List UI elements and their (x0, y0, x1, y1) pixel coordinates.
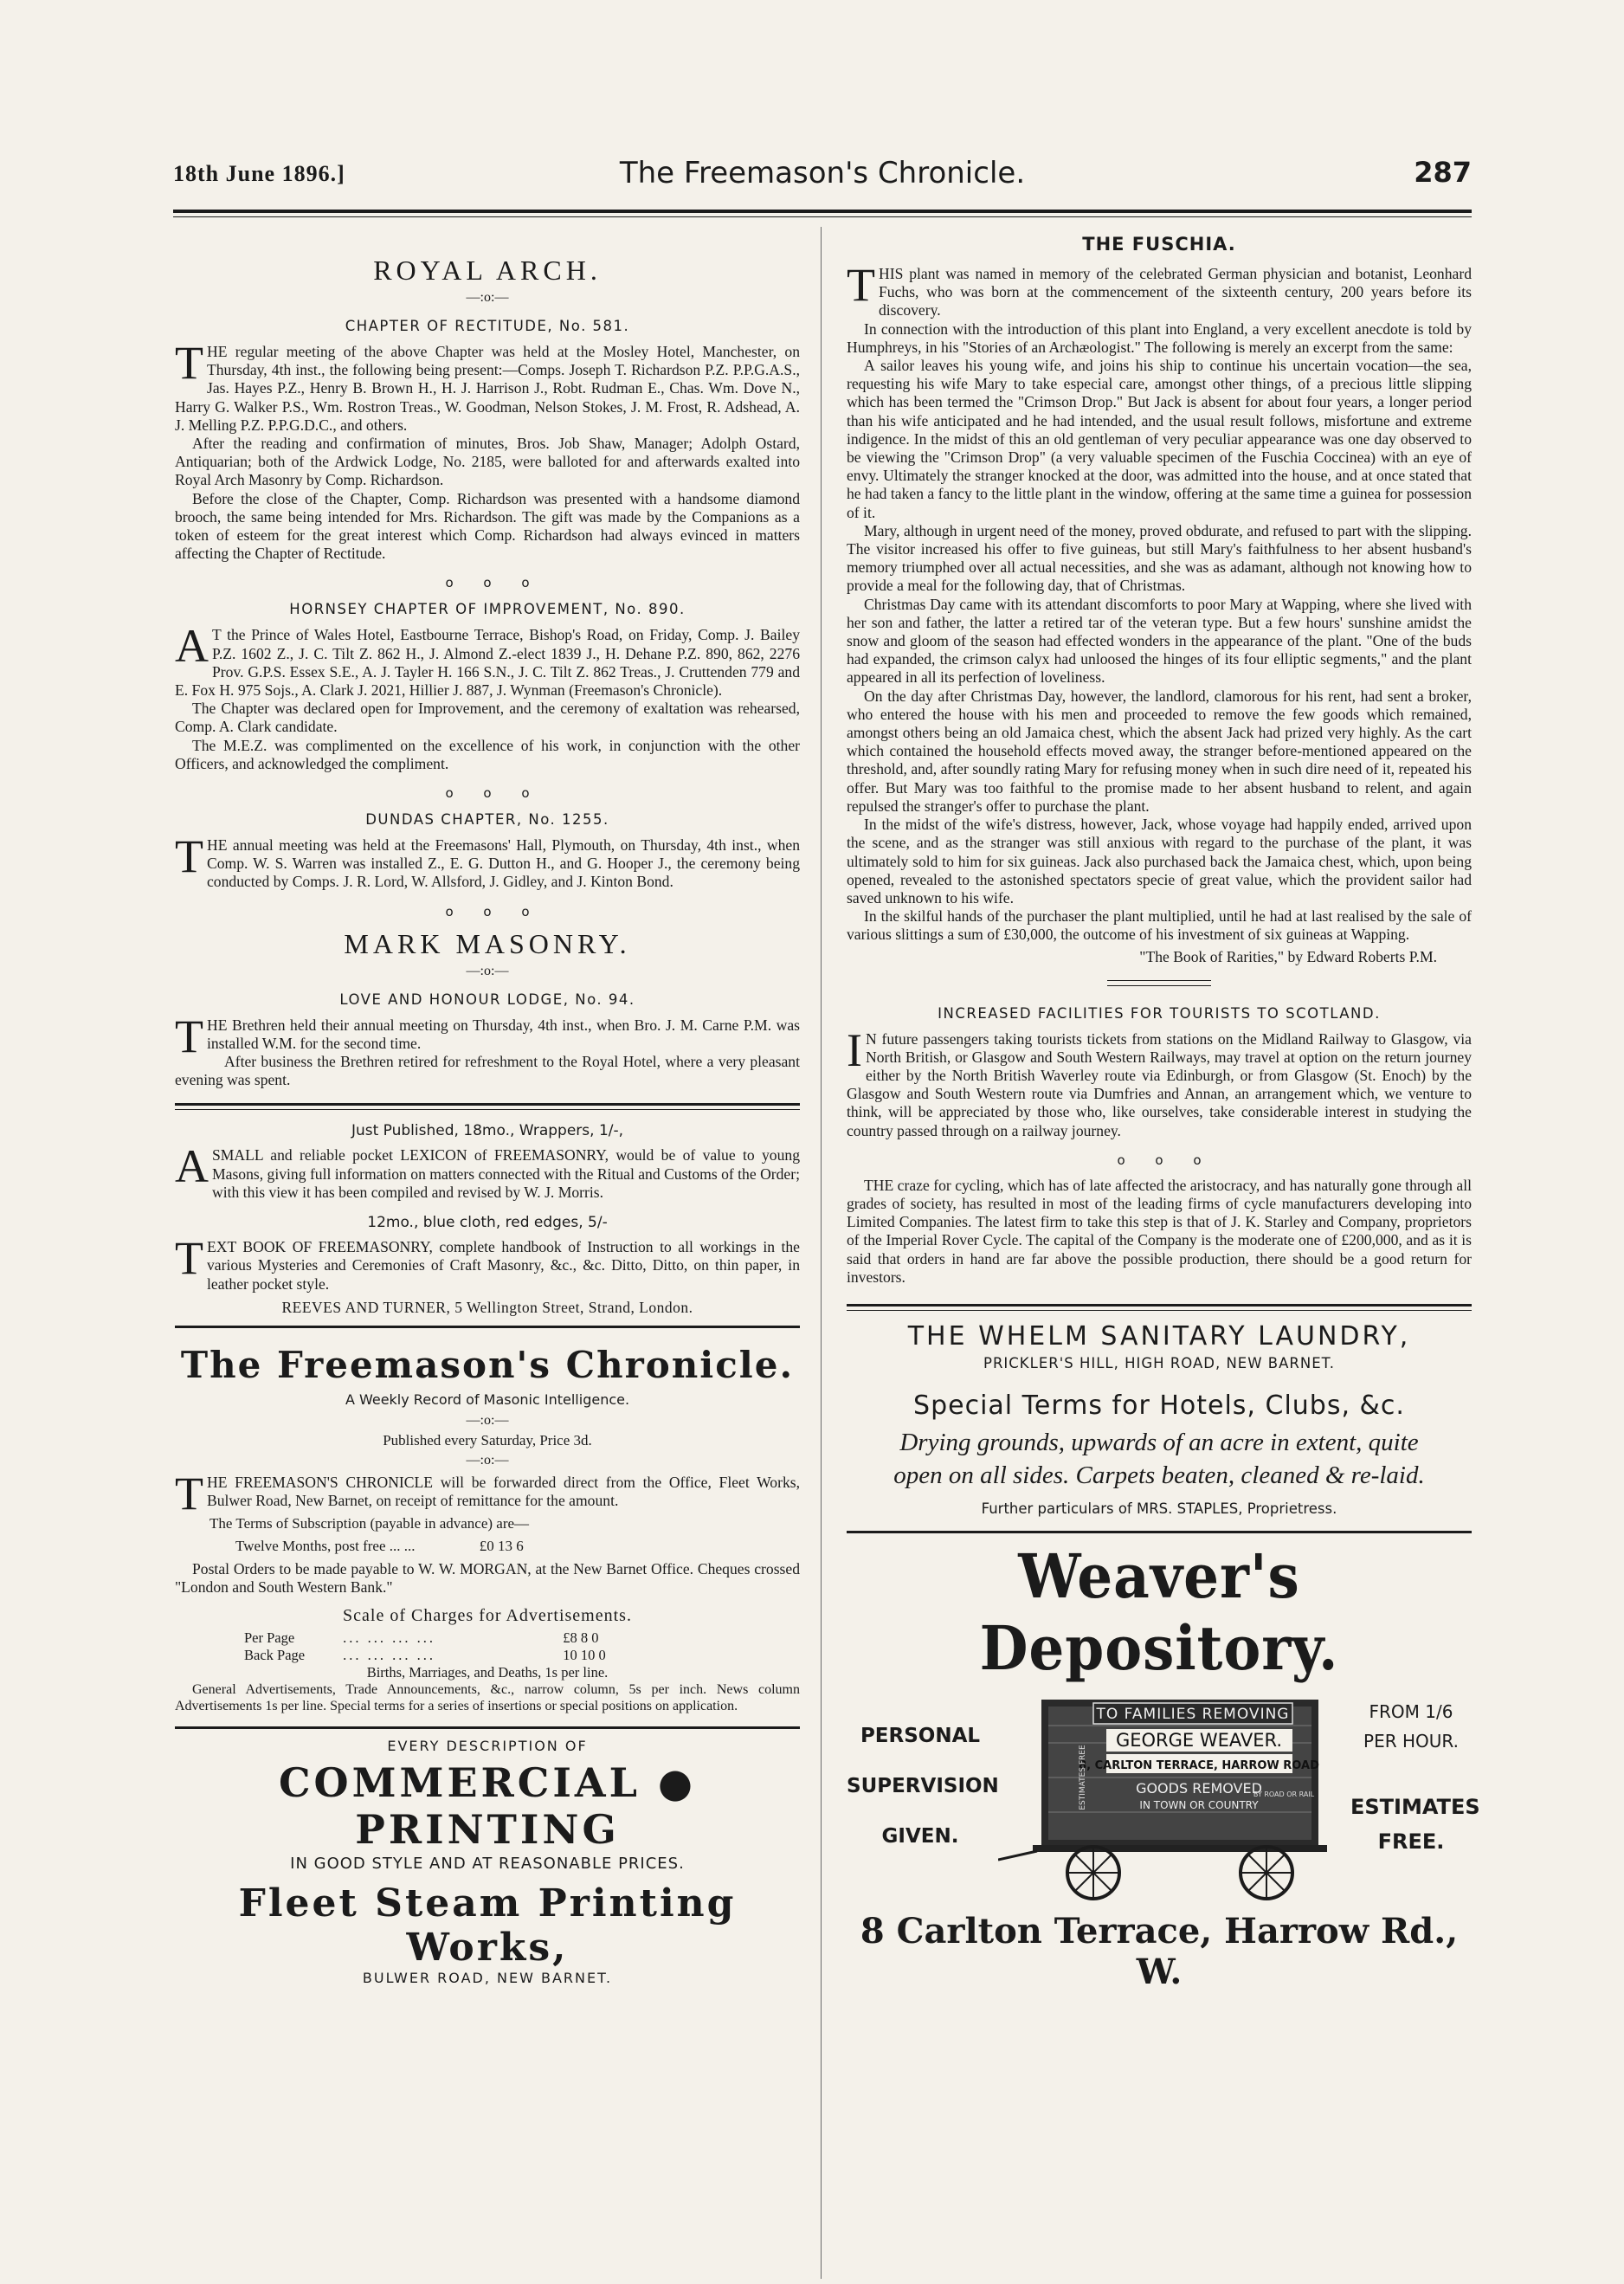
terms-label: Twelve Months, post free ... ... (235, 1538, 416, 1555)
section-rule-thin (847, 1310, 1472, 1311)
separator: —:o:— (466, 1452, 509, 1468)
textbook-ad: TEXT BOOK OF FREEMASONRY, complete handbook of Instruction to all workings in the various Mysteries and Ceremonies of Craft Masonry, &c., &c. Ditto, Ditto, on thin paper, in leather pocket style. (175, 1232, 800, 1293)
hornsey-paragraph: AT the Prince of Wales Hotel, Eastbourne Terrace, Bishop's Road, on Friday, Comp. J. Bailey P.Z. 1602 Z., J. C. Tilt Z. 862 H., J. Almond Z.-elect 1839 J., H. Dehane P.Z. 890, 862, 2276 Prov. G.P.S. Essex S.E., A. J. Tayler H. 166 S.N., J. C. Tilt Z. 862 Treas., J. Cruttenden 779 and E. Fox H. 975 Sojs., A. Clark J. 2021, Hillier J. 887, J. Wynman (Freemason's Chronicle). (175, 620, 800, 700)
section-rule (175, 1103, 800, 1106)
fuschia-paragraph: A sailor leaves his young wife, and joins his ship to continue his uncertain vocation—the sea, requesting his wife Mary to take especial care, amongst other things, of a precious little slipping which has been termed the "Crimson Drop." But Jack is absent for about four years, a longer period than his wife anticipated and he had intended, and the usual result follows, misfortune and extreme indigence. In the midst of this an old gentleman of very peculiar appearance was one day observed to be viewing the "Crimson Drop" (a very valuable specimen of the Fuschia Coccinea) with an eye of envy. Ultimately the stranger knocked at the door, was admitted into the house, and at once stated that he had taken a fancy to the little plant in the window, offering at the same time a guinea for possession of it. (847, 357, 1472, 521)
fuschia-paragraph: In the midst of the wife's distress, however, Jack, whose voyage had happily ended, arrived upon the scene, and as the stranger was still anxious with regard to the purchase of the plant, it was ultimately sold to him for six guineas. Jack also purchased back the Jamaica chest, which, upon being opened, revealed to the astonished spectators specie of great value, which the provident sailor had saved unknown to his wife. (847, 816, 1472, 907)
hornsey-paragraph: The M.E.Z. was complimented on the excellence of his work, in conjunction with the other Officers, and acknowledged the compliment. (175, 736, 800, 772)
royal-arch-heading: ROYAL ARCH. (373, 255, 602, 286)
removal-van-illustration (998, 1691, 1344, 1903)
separator: —:o:— (466, 1412, 509, 1428)
scale-heading: Scale of Charges for Advertisements. (343, 1605, 632, 1625)
love-honour-paragraph: THE Brethren held their annual meeting on Thursday, 4th inst., when Bro. J. M. Carne P.M. was installed W.M. for the second time. (175, 1010, 800, 1062)
terms-value: £0 13 6 (479, 1538, 524, 1555)
mark-masonry-heading: MARK MASONRY. (344, 927, 631, 959)
weavers-depository-title: Weaver's Depository. (979, 1539, 1339, 1684)
weaver-right-line: ESTIMATES (1350, 1794, 1480, 1819)
weaver-left-line: SUPERVISION (847, 1774, 999, 1797)
left-column (175, 227, 800, 1991)
fuschia-paragraph: On the day after Christmas Day, however, the landlord, clamorous for his rent, had sent a broker, who entered the house with his men and proceeded to remove the few goods which remained, amongst others being an old Jamaica chest, which the absent Jack had prized very highly. As the cart which contained the household effects moved away, the stranger before-mentioned appeared on the threshold, and, after soundly rating Mary for refusing money when in such dire need of it, repeated his offer. But Mary was too faithful to the promise made to her absent husband to relent, and again repulsed the stranger's offer to purchase the plant. (847, 687, 1472, 815)
weaver-left-line: PERSONAL (860, 1724, 981, 1747)
published-line: Published every Saturday, Price 3d. (383, 1431, 592, 1448)
column-divider (821, 227, 822, 2279)
chronicle-subtitle: A Weekly Record of Masonic Intelligence. (345, 1390, 630, 1408)
weaver-address: 8 Carlton Terrace, Harrow Rd., W. (860, 1910, 1459, 1992)
van-road-text: BY ROAD OR RAIL (1253, 1790, 1315, 1798)
printing-style: IN GOOD STYLE AND AT REASONABLE PRICES. (290, 1854, 685, 1873)
rectitude-paragraph: After the reading and confirmation of minutes, Bros. Job Shaw, Manager; Adolph Ostard, Antiquarian; both of the Ardwick Lodge, No. 2185, were balloted for and afterwards exalted into Royal Arch Masonry by Comp. Richardson. (175, 435, 800, 489)
fuschia-paragraph: In the skilful hands of the purchaser the plant multiplied, until he had at last realised by the sale of various slittings a sum of £30,000, the outcome of his investment of six guineas at Wapping. (847, 907, 1472, 944)
right-column (847, 227, 1480, 1992)
section-rule (847, 1531, 1472, 1533)
van-town-text: IN TOWN OR COUNTRY (1139, 1798, 1259, 1811)
whelm-laundry-title: THE WHELM SANITARY LAUNDRY, (907, 1320, 1411, 1352)
births-line: Births, Marriages, and Deaths, 1s per line. (366, 1663, 609, 1681)
drying-grounds: Drying grounds, upwards of an acre in extent, quite (899, 1428, 1419, 1456)
postal-paragraph: Postal Orders to be made payable to W. W. MORGAN, at the New Barnet Office. Cheques crossed "London and South Western Bank." (175, 1560, 800, 1597)
fuschia-paragraph: Mary, although in urgent need of the money, proved obdurate, and refused to part with the slipping. The visitor increased his offer to five guineas, but still Mary's faithfulness to her absent husband's memory triumphed over all actual necessities, and she was as adamant, although not knowing how to provide a meal for the following day, that of Christmas. (847, 521, 1472, 595)
just-published: Just Published, 18mo., Wrappers, 1/-, (351, 1122, 624, 1140)
dundas-paragraph: THE annual meeting was held at the Freemasons' Hall, Plymouth, on Thursday, 4th inst., when Comp. W. S. Warren was installed Z., E. G. Dutton H., and G. Hooper J., the ceremony being conducted by Comps. J. R. Lord, W. Allsford, J. Gidley, and J. Kinton Bond. (175, 830, 800, 891)
page-number: 287 (1414, 156, 1472, 189)
rectitude-paragraph: Before the close of the Chapter, Comp. Richardson was presented with a handsome diamond brooch, the same being intended for Mrs. Richardson. The gift was made by the Companions as a token of esteem for the great interest which Comp. Richardson had always evinced in matters affecting the Chapter of Rectitude. (175, 489, 800, 563)
section-ornament: o o o (445, 785, 530, 802)
hornsey-paragraph: The Chapter was declared open for Improvement, and the ceremony of exaltation was rehearsed, Comp. A. Clark candidate. (175, 700, 800, 736)
weaver-right-text (1350, 1691, 1480, 1854)
cycling-paragraph: THE craze for cycling, which has of late affected the aristocracy, and has naturally gone through all grades of society, has resulted in most of the leading firms of cycle manufacturers developing into Limited Companies. The latest firm to take this step is that of J. K. Starley and Company, proprietors of the Imperial Rover Cycle. The capital of the Company is the moderate one of £200,000, and as it is said that orders in hand are far above the possible production, there should be a good return for investors. (847, 1176, 1472, 1286)
fuschia-paragraph: In connection with the introduction of this plant into England, a very excellent anecdote is told by Humphreys, in his "Stories of an Archæologist." The following is merely an excerpt from the same: (847, 319, 1472, 356)
fuschia-paragraph: Christmas Day came with its attendant discomforts to poor Mary at Wapping, where she lived with her son and father, the latter a retired tar of the veteran type. But a few hours' sunshine amidst the snow and gloom of the season had effected wonders in the appearance of the plant. "One of the buds had expanded, the crimson calyx had unloosed the hinges of its four elliptic segments," and the plant appeared in all its perfection of loveliness. (847, 595, 1472, 687)
scale-row (244, 1629, 800, 1647)
rectitude-heading: CHAPTER OF RECTITUDE, No. 581. (345, 318, 630, 334)
section-rule (175, 1726, 800, 1729)
section-rule-thin (175, 1109, 800, 1110)
dundas-heading: DUNDAS CHAPTER, No. 1255. (365, 811, 609, 829)
section-rule (175, 1326, 800, 1328)
van-name-text: GEORGE WEAVER. (1115, 1729, 1283, 1751)
terms-intro: The Terms of Subscription (payable in advance) are— (209, 1515, 530, 1532)
further-particulars: Further particulars of MRS. STAPLES, Proprietress. (981, 1500, 1337, 1517)
van-goods-text: GOODS REMOVED (1136, 1779, 1262, 1797)
fuschia-heading: THE FUSCHIA. (1082, 234, 1236, 255)
weaver-right-line: PER HOUR. (1363, 1730, 1459, 1752)
weaver-right-line: FROM 1/6 (1369, 1700, 1453, 1722)
weaver-left-line: GIVEN. (881, 1824, 959, 1848)
scale-value: £8 8 0 (563, 1629, 599, 1646)
issue-date: 18th June 1896.] (173, 161, 345, 186)
publisher-line: REEVES AND TURNER, 5 Wellington Street, Strand, London. (281, 1298, 693, 1316)
special-terms: Special Terms for Hotels, Clubs, &c. (913, 1390, 1405, 1421)
van-side-text: ESTIMATES FREE (1079, 1745, 1087, 1810)
rectitude-paragraph: THE regular meeting of the above Chapter was held at the Mosley Hotel, Manchester, on Thursday, 4th inst., the following being present:—Comps. Joseph T. Richardson P.Z. P.P.G.A.S., Jas. Hayes P.Z., Henry B. Brown H., H. J. Harrison J., Robt. Rudman E., Chas. Wm. Dove N., Harry G. Walker P.S., Wm. Rostron Treas., W. Goodman, Nelson Stokes, J. M. Frost, R. Adshead, A. J. Melling P.Z. P.P.G.D.C., and others. (175, 337, 800, 434)
hornsey-heading: HORNSEY CHAPTER OF IMPROVEMENT, No. 890. (289, 601, 686, 618)
every-description: EVERY DESCRIPTION OF (387, 1737, 588, 1754)
commercial-printing: COMMERCIAL ● PRINTING (278, 1758, 697, 1853)
scale-dots: ... ... ... ... (343, 1646, 435, 1663)
lexicon-ad: ASMALL and reliable pocket LEXICON of FREEMASONRY, would be of value to young Masons, giving full information on matters connected with the Ritual and Customs of the Order; with this view it has been compiled and revised by W. J. Morris. (175, 1140, 800, 1201)
weaver-right-line: FREE. (1377, 1829, 1445, 1854)
double-rule (1107, 980, 1211, 986)
general-ads-paragraph: General Advertisements, Trade Announcements, &c., narrow column, 5s per inch. News column Advertisements 1s per line. Special terms for a series of insertions or special positions on application. (175, 1681, 800, 1713)
love-honour-paragraph: After business the Brethren retired for refreshment to the Royal Hotel, where a very pleasant evening was spent. (175, 1053, 800, 1089)
weaver-advert (847, 1691, 1480, 1907)
tourists-heading: INCREASED FACILITIES FOR TOURISTS TO SCOTLAND. (938, 1004, 1381, 1022)
scale-label: Per Page (244, 1629, 295, 1646)
scale-value: 10 10 0 (563, 1646, 606, 1663)
header-rule (173, 210, 1472, 213)
van-top-text: TO FAMILIES REMOVING (1096, 1705, 1290, 1723)
masthead-title: The Freemason's Chronicle. (619, 156, 1026, 190)
separator: —:o:— (466, 963, 509, 978)
chronicle-title: The Freemason's Chronicle. (180, 1343, 795, 1386)
bulwer-road: BULWER ROAD, NEW BARNET. (362, 1969, 613, 1986)
page-header (173, 156, 1472, 196)
van-address-text: 8, CARLTON TERRACE, HARROW ROAD (1079, 1758, 1319, 1772)
weaver-left-text (847, 1691, 999, 1850)
fuschia-paragraph: THIS plant was named in memory of the celebrated German physician and botanist, Leonhard Fuchs, who was born at the commencement of the sixteenth century, 200 years before its discovery. (847, 259, 1472, 319)
fuschia-signature: "The Book of Rarities," by Edward Roberts P.M. (1139, 947, 1437, 965)
header-rule-thin (173, 216, 1472, 217)
section-ornament: o o o (1117, 1152, 1202, 1168)
section-rule (847, 1304, 1472, 1307)
whelm-address: PRICKLER'S HILL, HIGH ROAD, NEW BARNET. (983, 1354, 1335, 1371)
terms-row (235, 1538, 800, 1555)
chronicle-paragraph: THE FREEMASON'S CHRONICLE will be forwarded direct from the Office, Fleet Works, Bulwer Road, New Barnet, on receipt of remittance for the amount. (175, 1467, 800, 1519)
section-ornament: o o o (445, 575, 530, 591)
separator: —:o:— (466, 290, 509, 305)
section-ornament: o o o (445, 903, 530, 919)
fleet-steam-printing: Fleet Steam Printing Works, (238, 1881, 737, 1970)
scale-label: Back Page (244, 1646, 306, 1663)
tourists-paragraph: IN future passengers taking tourists tickets from stations on the Midland Railway to Glasgow, via North British, or Glasgow and South Western Railways, may travel at option on the return journey either by the North British Waverley route via Edinburgh, or from Glasgow (St. Enoch) by the Glasgow and South Western route via Dumfries and Annan, an arrangement which, we venture to think, will be appreciated by those who, like ourselves, take considerable interest in studying the country passed through on a railway journey. (847, 1023, 1472, 1139)
love-honour-heading: LOVE AND HONOUR LODGE, No. 94. (339, 990, 635, 1008)
textbook-price: 12mo., blue cloth, red edges, 5/- (367, 1214, 608, 1232)
scale-dots: ... ... ... ... (343, 1629, 435, 1646)
scale-row (244, 1647, 800, 1664)
carpets-line: open on all sides. Carpets beaten, cleaned & re-laid. (893, 1461, 1425, 1489)
